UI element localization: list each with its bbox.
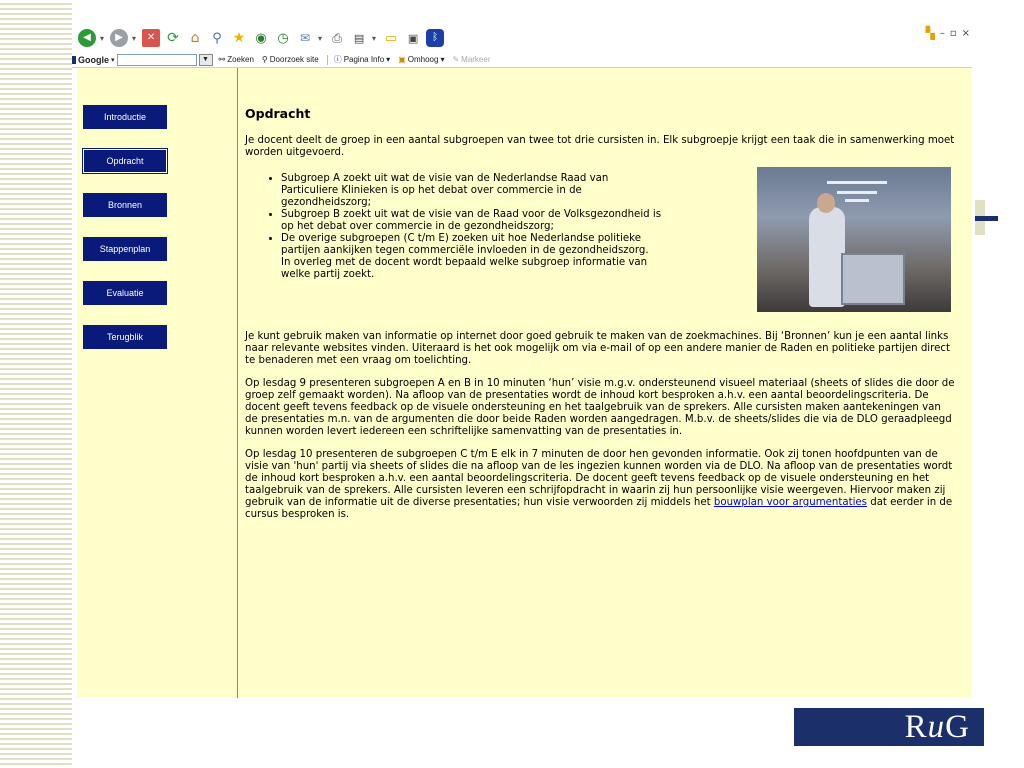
page-info-dropdown-icon: ▾ xyxy=(386,55,391,64)
search-icon[interactable]: ⚲ xyxy=(212,30,222,46)
nurse-figure xyxy=(809,207,845,307)
nurse-head xyxy=(817,193,835,213)
paragraph-lesdag-10 xyxy=(245,449,955,521)
ceiling-light xyxy=(827,181,887,184)
paragraph-lesdag-9: Op lesdag 9 presenteren subgroepen A en B in 10 minuten ‘hun’ visie m.g.v. ondersteunend visueel materiaal (sheets of slides die door de groep zelf gemaakt worden). Na afloop van de presentaties wordt de inhoud kort besproken a.h.v. een aantal beoordelingscriteria. De docent geeft tevens feedback op de visuele ondersteuning en het taalgebruik van de sprekers. Alle cursisten maken aantekeningen van de presentaties m.n. van de argumenten die door beide Raden worden aangedragen. M.b.v. de sheets/slides die via de DLO geraadpleegd kunnen worden levert iedereen een schriftelijke samenvatting van de presentaties in. xyxy=(245,378,955,437)
google-search-input[interactable] xyxy=(117,54,197,66)
browser-toolbar xyxy=(78,24,980,52)
windows-logo-icon: ▚ xyxy=(925,26,935,40)
page-title: Opdracht xyxy=(245,106,311,121)
binoculars-icon: ⚯ xyxy=(218,55,226,64)
rug-logo xyxy=(794,708,984,746)
back-icon[interactable]: ◀ xyxy=(78,29,96,47)
paragraph-text: Op lesdag 10 presenteren de subgroepen C t/m E elk in 7 minuten de door hen gevonden informatie. Ook zij tonen hoofdpunten van de visie van 'hun' partij via sheets of slides die na afloop van de les ingezien kunnen worden via de DLO. Na afloop van de presentaties wordt de inhoud kort besproken a.h.v. een aantal beoordelingscriteria. De docent geeft tevens feedback op de visuele ondersteuning en het taalgebruik van de sprekers. Alle cursisten leveren een schrijfopdracht in waarin zij hun persoonlijke visie weergeven. Hiervoor maken zij gebruik van de informatie uit de diverse presentaties; hun visie verwoorden zij middels het xyxy=(245,449,953,508)
mail-icon[interactable]: ✉ xyxy=(300,31,311,45)
search-site-button[interactable]: ⚲ Doorzoek site xyxy=(261,55,319,64)
highlight-button[interactable]: ✎ Markeer xyxy=(452,55,491,64)
home-icon[interactable]: ⌂ xyxy=(190,30,200,46)
subgroup-list xyxy=(245,173,661,281)
bluetooth-icon[interactable]: ᛒ xyxy=(426,29,444,47)
toolbar-marker xyxy=(72,56,76,64)
up-button[interactable]: ▣ Omhoog ▾ xyxy=(398,55,445,64)
toolbar-separator xyxy=(327,55,328,65)
paragraph-text: dat eerder in de cursus besproken is. xyxy=(245,497,953,520)
bouwplan-link[interactable]: bouwplan voor argumentaties xyxy=(713,497,867,508)
ceiling-light xyxy=(837,191,877,194)
forward-icon[interactable]: ▶ xyxy=(110,29,128,47)
history-icon[interactable]: ◷ xyxy=(277,30,289,46)
page-info-button[interactable]: ⓘ Pagina Info ▾ xyxy=(333,55,391,64)
nav-bronnen[interactable]: Bronnen xyxy=(83,193,167,217)
list-item: • Subgroep A zoekt uit wat de visie van de Nederlandse Raad van Particuliere Klinieken is op het debat over commercie in de gezondheidszorg; xyxy=(281,173,661,209)
favorites-icon[interactable]: ★ xyxy=(232,30,246,46)
edit-dropdown-icon[interactable]: ▾ xyxy=(372,33,377,43)
stop-icon[interactable]: ✕ xyxy=(142,29,160,47)
task-section xyxy=(245,173,955,323)
list-item: • Subgroep B zoekt uit wat de visie van de Raad voor de Volksgezondheid is op het debat over commercie in de gezondheidszorg; xyxy=(281,209,661,233)
list-item: • De overige subgroepen (C t/m E) zoeken uit hoe Nederlandse politieke partijen aankijken tegen commerciële invloeden in de gezondheidszorg. In overleg met de docent wordt bepaald welke subgroep informatie van welke partij zoekt. xyxy=(281,233,661,281)
main-content xyxy=(245,106,955,532)
restore-icon[interactable]: ▫ xyxy=(949,27,957,39)
google-logo[interactable]: Google xyxy=(78,54,109,65)
nav-divider xyxy=(237,68,238,698)
window-controls xyxy=(926,26,970,40)
logo-letter: u xyxy=(927,708,946,745)
close-icon[interactable]: × xyxy=(961,27,970,39)
nav-evaluatie[interactable]: Evaluatie xyxy=(83,281,167,305)
folder-up-icon: ▣ xyxy=(398,55,406,64)
up-dropdown-icon: ▾ xyxy=(440,55,445,64)
slide-stripe-margin xyxy=(0,0,72,768)
intro-paragraph: Je docent deelt de groep in een aantal subgroepen van twee tot drie cursisten in. Elk subgroepje krijgt een taak die in samenwerking moet worden uitgevoerd. xyxy=(245,135,955,158)
nav-opdracht[interactable]: Opdracht xyxy=(83,149,167,173)
site-search-icon: ⚲ xyxy=(261,55,268,64)
logo-letter: R xyxy=(904,708,928,745)
google-menu-dropdown-icon[interactable]: ▾ xyxy=(111,56,115,64)
ceiling-light xyxy=(845,199,869,202)
media-icon[interactable]: ◉ xyxy=(255,30,267,46)
search-history-dropdown-icon[interactable]: ▼ xyxy=(199,54,213,66)
paragraph-sources: Je kunt gebruik maken van informatie op internet door goed gebruik te maken van de zoekmachines. Bij ‘Bronnen’ kun je een aantal links naar relevante websites vinden. Uiteraard is het ook mogelijk om via e-mail of op een andere manier de Raden en politieke partijen direct te benaderen met een vraag om toelichting. xyxy=(245,331,950,366)
highlighter-icon: ✎ xyxy=(452,55,460,64)
minimize-icon[interactable]: – xyxy=(939,27,945,39)
back-dropdown-icon[interactable]: ▾ xyxy=(100,33,105,43)
info-icon: ⓘ xyxy=(333,55,342,64)
mail-dropdown-icon[interactable]: ▾ xyxy=(318,33,323,43)
edit-icon[interactable]: ▤ xyxy=(353,31,365,45)
print-icon[interactable]: ⎙ xyxy=(332,31,342,45)
nav-stappenplan[interactable]: Stappenplan xyxy=(83,237,167,261)
logo-letter: G xyxy=(945,708,970,745)
google-toolbar xyxy=(72,52,972,68)
page-icon[interactable]: ▣ xyxy=(407,31,419,45)
forward-dropdown-icon[interactable]: ▾ xyxy=(132,33,137,43)
google-search-button[interactable]: ⚯ Zoeken xyxy=(218,55,254,64)
nav-introductie[interactable]: Introductie xyxy=(83,105,167,129)
nav-terugblik[interactable]: Terugblik xyxy=(83,325,167,349)
folder-icon[interactable]: ▭ xyxy=(384,30,398,46)
slide-deco-dash xyxy=(975,216,998,221)
hospital-corridor-photo xyxy=(757,167,951,312)
medical-cart xyxy=(841,253,905,305)
refresh-icon[interactable]: ⟳ xyxy=(167,30,179,46)
side-navigation xyxy=(83,105,167,369)
